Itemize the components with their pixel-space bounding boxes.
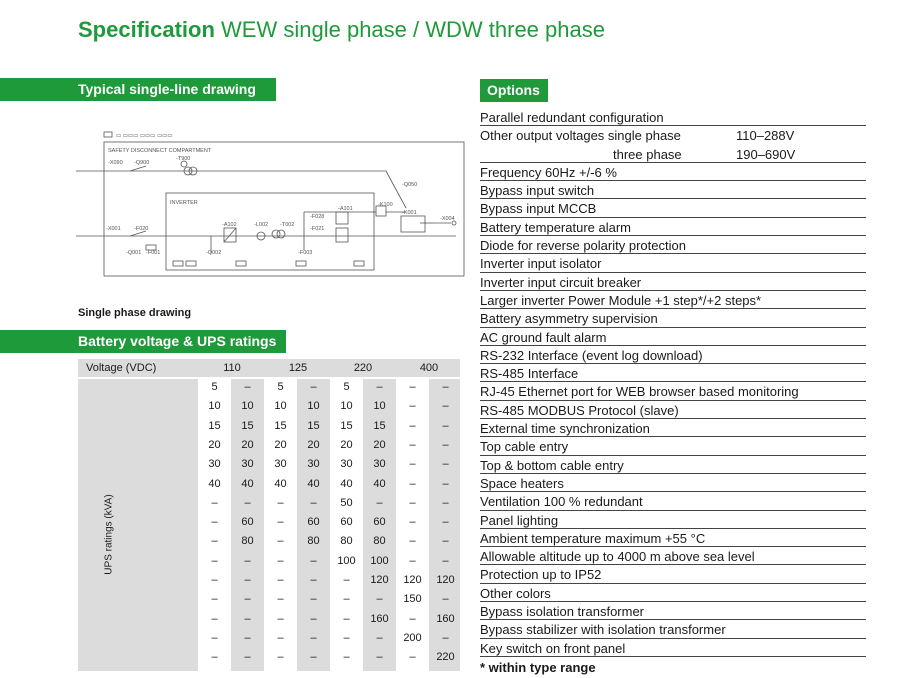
rating-cell: 15 [241, 419, 254, 432]
rating-cell: – [211, 631, 218, 644]
rating-cell: – [376, 593, 383, 606]
rating-cell: – [442, 400, 449, 413]
voltage-header-label: Voltage (VDC) [86, 362, 157, 374]
drawing-caption: Single phase drawing [78, 307, 192, 319]
option-value: 110–288V [736, 128, 795, 144]
rating-cell: 15 [340, 419, 353, 432]
rating-cell: – [277, 516, 284, 529]
option-text: Battery asymmetry supervision [480, 311, 658, 327]
rating-cell: – [277, 535, 284, 548]
option-item [480, 437, 866, 455]
rating-cell: 60 [340, 516, 353, 529]
rating-cell: – [442, 458, 449, 471]
option-item [480, 547, 866, 565]
rating-cell: – [343, 651, 350, 664]
option-item [480, 584, 866, 602]
option-item [480, 273, 866, 291]
rating-cell: – [442, 419, 449, 432]
drawing-svg [76, 128, 468, 278]
option-text: Frequency 60Hz +/-6 % [480, 164, 617, 180]
rating-cell: 15 [274, 419, 287, 432]
rating-cell: – [442, 593, 449, 606]
option-text: RJ-45 Ethernet port for WEB browser based monitoring [480, 384, 799, 400]
option-text: Ventilation 100 % redundant [480, 494, 643, 510]
rating-cell: – [409, 612, 416, 625]
rating-cell: – [376, 381, 383, 393]
rating-cell: 150 [403, 593, 422, 606]
rating-cell: 5 [211, 381, 218, 393]
option-text: Space heaters [480, 475, 564, 491]
rating-cell: 30 [307, 458, 320, 471]
options-list [480, 108, 866, 657]
rating-cell: – [343, 593, 350, 606]
rating-cell: – [442, 631, 449, 644]
rating-cell: 200 [403, 631, 422, 644]
rating-cell: – [409, 458, 416, 471]
drawing-tag: -F001 [146, 250, 161, 256]
rating-cell: – [211, 651, 218, 664]
rating-cell: 120 [370, 574, 389, 586]
option-item [480, 163, 866, 181]
rating-cell: – [244, 496, 251, 509]
drawing-tag: -X090 [108, 160, 123, 166]
drawing-tag: -Q900 [134, 160, 150, 166]
drawing-tag: -F021 [310, 226, 325, 232]
rating-cell: 20 [340, 438, 353, 451]
drawing-tag: -X004 [440, 216, 455, 222]
rating-cell: – [409, 438, 416, 451]
option-item [480, 382, 866, 400]
options-section-header: Options [480, 79, 548, 102]
rating-cell: – [442, 535, 449, 548]
rating-cell: – [244, 631, 251, 644]
option-text: Inverter input circuit breaker [480, 274, 642, 290]
rating-cell: 15 [208, 419, 221, 432]
rating-cell: – [409, 477, 416, 490]
rating-cell: 160 [436, 612, 455, 625]
rating-cell: – [244, 574, 251, 586]
rating-cell: 20 [208, 438, 221, 451]
rating-cell: 40 [373, 477, 386, 490]
option-item [480, 145, 866, 163]
option-item [480, 346, 866, 364]
rating-cell: – [310, 381, 317, 393]
option-item [480, 456, 866, 474]
rating-cell: – [244, 554, 251, 567]
rating-cell: 20 [307, 438, 320, 451]
rating-cell: – [244, 612, 251, 625]
rating-cell: – [244, 381, 251, 393]
rating-cell: – [442, 554, 449, 567]
rating-cell: – [442, 516, 449, 529]
rating-cell: – [343, 612, 350, 625]
rating-cell: 60 [241, 516, 254, 529]
rating-cell: – [442, 438, 449, 451]
rating-cell: 160 [370, 612, 389, 625]
title-rest: WEW single phase / WDW three phase [221, 17, 605, 42]
option-text: Other colors [480, 585, 551, 601]
option-item [480, 511, 866, 529]
rating-cell: – [409, 535, 416, 548]
voltage-value: 400 [419, 362, 439, 374]
drawing-tag: -X001 [106, 226, 121, 232]
option-item [480, 218, 866, 236]
rating-cell: – [277, 651, 284, 664]
rating-cell: 100 [370, 554, 389, 567]
option-item [480, 602, 866, 620]
drawing-label-inverter: INVERTER [170, 200, 198, 206]
rating-cell: 30 [274, 458, 287, 471]
rating-cell: 10 [307, 400, 320, 413]
rating-cell: – [343, 574, 350, 586]
rating-cell: – [211, 496, 218, 509]
rating-cell: 20 [241, 438, 254, 451]
rating-cell: – [409, 651, 416, 664]
drawing-tag: -A102 [222, 222, 237, 228]
drawing-text-header: ▭ ▭▭▭ ▭▭▭ ▭▭▭ [116, 133, 173, 139]
option-text: Ambient temperature maximum +55 °C [480, 530, 706, 546]
drawing-tag: -Q002 [206, 250, 222, 256]
option-item [480, 254, 866, 272]
rating-cell: – [277, 496, 284, 509]
option-text: Panel lighting [480, 512, 559, 528]
drawing-tag: -T002 [280, 222, 295, 228]
rating-cell: – [277, 574, 284, 586]
rating-cell: – [277, 631, 284, 644]
rating-cell: 20 [373, 438, 386, 451]
option-item [480, 199, 866, 217]
rating-cell: 40 [340, 477, 353, 490]
option-text: RS-232 Interface (event log download) [480, 347, 703, 363]
rating-cell: – [244, 651, 251, 664]
rating-cell: 80 [373, 535, 386, 548]
drawing-label-compartment: SAFETY DISCONNECT COMPARTMENT [108, 148, 212, 154]
rating-cell: 10 [373, 400, 386, 413]
rating-cell: 80 [241, 535, 254, 548]
rating-cell: 15 [307, 419, 320, 432]
ups-ratings-label: UPS ratings (kVA) [103, 494, 115, 575]
drawing-tag: -F028 [310, 214, 325, 220]
rating-cell: 10 [241, 400, 254, 413]
option-text: Bypass input MCCB [480, 201, 597, 217]
option-text: Top & bottom cable entry [480, 457, 624, 473]
drawing-tag: -F020 [134, 226, 149, 232]
rating-cell: 5 [343, 381, 350, 393]
rating-cell: 80 [307, 535, 320, 548]
drawing-tag: -K001 [402, 210, 417, 216]
rating-cell: – [310, 554, 317, 567]
drawing-tag: -F003 [298, 250, 313, 256]
rating-cell: 50 [340, 496, 353, 509]
rating-cell: – [310, 651, 317, 664]
rating-cell: – [211, 554, 218, 567]
rating-cell: 40 [208, 477, 221, 490]
rating-cell: – [409, 516, 416, 529]
rating-cell: – [409, 554, 416, 567]
rating-cell: – [343, 631, 350, 644]
rating-cell: – [277, 593, 284, 606]
option-subtext: three phase [613, 146, 682, 162]
rating-cell: – [211, 593, 218, 606]
option-item [480, 474, 866, 492]
option-item [480, 236, 866, 254]
rating-cell: 10 [274, 400, 287, 413]
rating-cell: – [244, 593, 251, 606]
rating-cell: – [376, 651, 383, 664]
rating-cell: – [211, 574, 218, 586]
rating-cell: 120 [436, 574, 455, 586]
rating-cell: 40 [241, 477, 254, 490]
option-item [480, 529, 866, 547]
rating-cell: – [442, 381, 449, 393]
voltage-value: 125 [288, 362, 308, 374]
rating-cell: 40 [274, 477, 287, 490]
rating-cell: – [409, 400, 416, 413]
rating-cell: 120 [403, 574, 422, 586]
rating-cell: – [310, 612, 317, 625]
option-item [480, 639, 866, 657]
option-item [480, 492, 866, 510]
option-item [480, 108, 866, 126]
voltage-header-row [78, 359, 460, 377]
option-text: RS-485 MODBUS Protocol (slave) [480, 402, 679, 418]
option-text: Allowable altitude up to 4000 m above sea level [480, 549, 755, 565]
option-item [480, 401, 866, 419]
rating-cell: 10 [208, 400, 221, 413]
option-text: AC ground fault alarm [480, 329, 607, 345]
voltage-value: 220 [353, 362, 373, 374]
rating-cell: – [376, 631, 383, 644]
option-item [480, 181, 866, 199]
rating-cell: – [442, 496, 449, 509]
option-item [480, 364, 866, 382]
drawing-tag: -A101 [338, 206, 353, 212]
option-text: Bypass isolation transformer [480, 604, 645, 620]
drawing-tag: -Q001 [126, 250, 142, 256]
rating-cell: 80 [340, 535, 353, 548]
option-item [480, 419, 866, 437]
option-item [480, 309, 866, 327]
row-label-column [78, 379, 198, 671]
option-text: Top cable entry [480, 439, 569, 455]
option-text: Larger inverter Power Module +1 step*/+2 steps* [480, 292, 762, 308]
option-text: Battery temperature alarm [480, 219, 632, 235]
option-text: Parallel redundant configuration [480, 110, 664, 125]
rating-cell: 5 [277, 381, 284, 393]
single-line-drawing [76, 128, 468, 278]
option-text: Bypass stabilizer with isolation transformer [480, 622, 726, 638]
option-text: Inverter input isolator [480, 256, 602, 272]
rating-cell: – [277, 554, 284, 567]
page-title [78, 17, 605, 43]
option-item [480, 126, 866, 144]
rating-cell: – [310, 631, 317, 644]
drawing-tag: -L002 [254, 222, 269, 228]
rating-cell: – [310, 593, 317, 606]
rating-cell: – [211, 516, 218, 529]
drawing-section-header: Typical single-line drawing [0, 78, 276, 101]
rating-cell: 60 [307, 516, 320, 529]
rating-cell: – [211, 535, 218, 548]
battery-section-header: Battery voltage & UPS ratings [0, 330, 286, 353]
rating-cell: – [409, 419, 416, 432]
option-text: RS-485 Interface [480, 366, 579, 382]
rating-cell: 60 [373, 516, 386, 529]
rating-cell: – [277, 612, 284, 625]
option-item [480, 291, 866, 309]
rating-cell: 20 [274, 438, 287, 451]
rating-cell: 220 [436, 651, 455, 664]
rating-cell: 10 [340, 400, 353, 413]
rating-cell: 40 [307, 477, 320, 490]
option-text: Other output voltages single phase [480, 128, 681, 144]
drawing-tag: -Q050 [402, 182, 418, 188]
option-text: Bypass input switch [480, 183, 595, 199]
rating-cell: 30 [373, 458, 386, 471]
rating-cell: – [376, 496, 383, 509]
option-item [480, 620, 866, 638]
option-item [480, 328, 866, 346]
option-value: 190–690V [736, 146, 796, 162]
option-item [480, 565, 866, 583]
drawing-tag: -K100 [378, 202, 393, 208]
rating-cell: – [310, 496, 317, 509]
rating-cell: – [310, 574, 317, 586]
drawing-tag: -T900 [176, 156, 191, 162]
rating-cell: 30 [340, 458, 353, 471]
title-bold: Specification [78, 17, 215, 42]
option-text: Diode for reverse polarity protection [480, 238, 686, 254]
rating-cell: 30 [208, 458, 221, 471]
option-text: External time synchronization [480, 421, 650, 437]
rating-cell: 15 [373, 419, 386, 432]
rating-cell: – [211, 612, 218, 625]
rating-cell: – [442, 477, 449, 490]
rating-cell: – [409, 496, 416, 509]
rating-cell: – [409, 381, 416, 393]
rating-cell: 100 [337, 554, 356, 567]
option-text: Protection up to IP52 [480, 567, 602, 583]
voltage-value: 110 [223, 362, 241, 374]
rating-cell: 30 [241, 458, 254, 471]
options-footnote: * within type range [480, 660, 596, 675]
battery-table [78, 359, 460, 671]
option-text: Key switch on front panel [480, 640, 626, 656]
